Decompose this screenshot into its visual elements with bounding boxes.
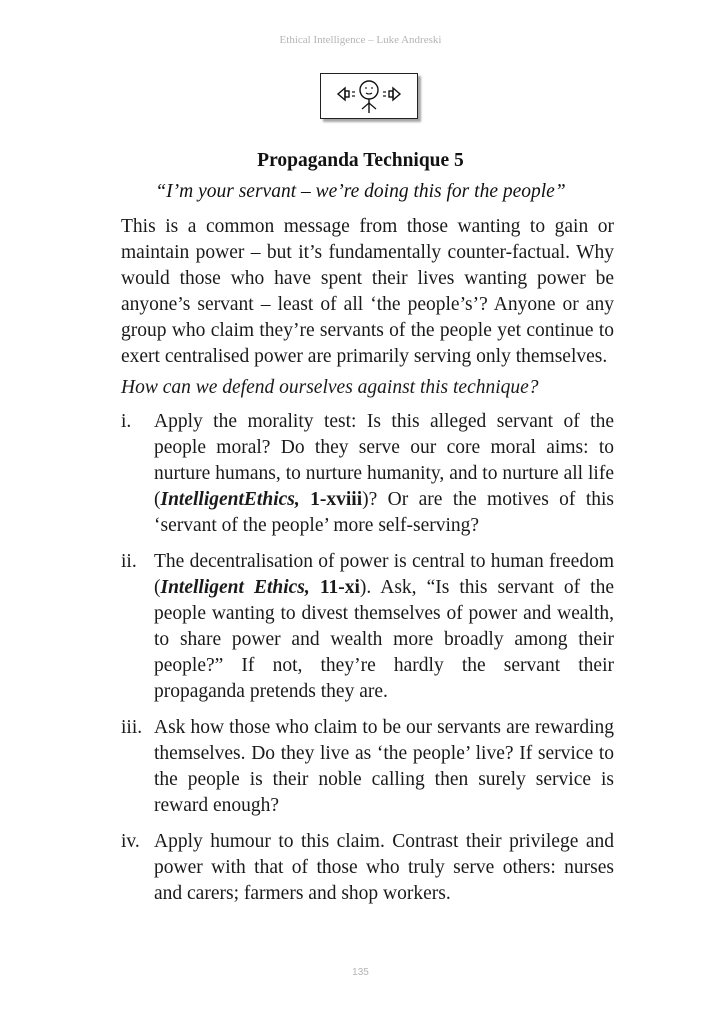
list-item-text-part: )? Or are the motives of this ‘servant of the people’ more self-serving? [154,489,614,536]
list-item-number: iii. [121,717,143,738]
list-item [121,829,614,907]
list-item-text [154,409,614,539]
list-item-text-part: ). Ask, “Is this servant of the people wanting to divest themselves of power and wealth, to share power and wealth more broadly among their people?” If not, they’re hardly the servant their propaganda pretends they are. [154,577,614,702]
list-item-number: iv. [121,831,140,852]
list-item-text-part: The decentralisation of power is central to human freedom ( [154,551,614,598]
list-item-text: Apply humour to this claim. Contrast their privilege and power with that of those who truly serve others: nurses and carers; farmers and shop workers. [154,831,614,904]
defence-list [121,409,614,917]
list-item-text-part: Apply the morality test: Is this alleged servant of the people moral? Do they serve our core moral aims: to nurture humans, to nurture humanity, and to nurture all life ( [154,411,614,510]
page-number: 135 [352,967,369,978]
intro-paragraph: This is a common message from those wanting to gain or maintain power – but it’s fundamentally counter-factual. Why would those who have spent their lives wanting power be anyone’s servant – least of all ‘the people’s’? Anyone or any group who claim they’re servants of the people yet continue to exert centralised power are primarily serving only themselves. [121,216,614,367]
list-item-number: ii. [121,551,137,572]
running-header: Ethical Intelligence – Luke Andreski [279,34,442,46]
speaking-head-with-megaphones-icon [321,74,417,118]
list-item-number: i. [121,411,132,432]
section-subtitle-quote: “I’m your servant – we’re doing this for the people” [155,181,566,202]
reference-title: Intelligent Ethics, [160,577,310,598]
reference-number: 1-xviii [299,489,363,510]
defence-question: How can we defend ourselves against this technique? [121,377,539,398]
reference-number: 11-xi [309,577,360,598]
section-title: Propaganda Technique 5 [257,150,464,171]
list-item-text [154,549,614,705]
reference-title: IntelligentEthics, [160,489,300,510]
list-item-text: Ask how those who claim to be our servants are rewarding themselves. Do they live as ‘the people’ live? If service to the people is their noble calling then surely service is reward enough? [154,717,614,816]
list-item [121,409,614,539]
list-item [121,715,614,819]
list-item [121,549,614,705]
chapter-emblem [320,73,418,119]
